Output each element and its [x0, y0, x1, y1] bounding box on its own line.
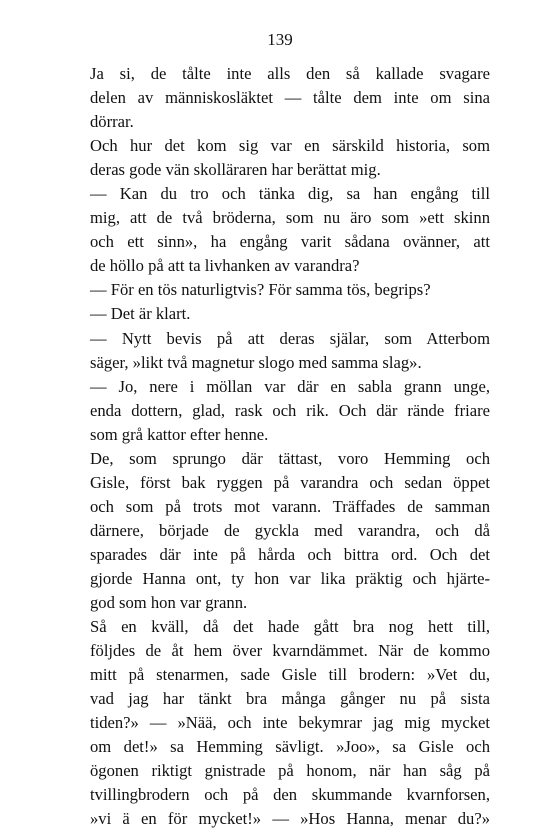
text-line: Så en kväll, då det hade gått bra nog hett till, [90, 617, 490, 637]
text-line: säger, »likt två magnetur slogo med samma slag». [90, 352, 422, 372]
text-line: — För en tös naturligtvis? För samma tös, begrips? [90, 280, 431, 300]
text-line: »vi ä en för mycket!» — »Hos Hanna, menar du?» [90, 809, 490, 829]
text-line: de höllo på att ta livhanken av varandra? [90, 256, 360, 276]
text-line: vad jag har tänkt bra många gånger nu på sista [90, 689, 490, 709]
text-line: Ja si, de tålte inte alls den så kallade svagare [90, 64, 490, 83]
text-line: om det!» sa Hemming sävligt. »Joo», sa Gisle och [90, 737, 490, 757]
text-line: enda dottern, glad, rask och rik. Och där rände friare [90, 400, 490, 420]
text-line: och ett sinn», ha engång varit sådana ovänner, att [90, 232, 490, 252]
page-number: 139 [267, 30, 293, 49]
text-line: deras gode vän skolläraren har berättat mig. [90, 160, 381, 180]
text-line: Och hur det kom sig var en särskild historia, som [90, 136, 490, 156]
text-line: ögonen riktigt gnistrade på honom, när han såg på [90, 761, 490, 781]
text-line: — Nytt bevis på att deras själar, som Atterbom [90, 328, 490, 348]
text-line: — Jo, nere i möllan var där en sabla grann unge, [90, 376, 490, 396]
text-line: De, som sprungo där tättast, voro Hemming och [90, 448, 490, 468]
text-line: mitt på stenarmen, sade Gisle till brodern: »Vet du, [90, 665, 490, 685]
body-text [90, 62, 490, 832]
text-line: — Det är klart. [90, 304, 191, 324]
text-line: och som på trots mot varann. Träffades de samman [90, 496, 490, 516]
text-line: tvillingbrodern och på den skummande kvarnforsen, [90, 785, 490, 805]
text-line: delen av människosläktet — tålte dem inte om sina [90, 88, 490, 108]
text-line: därnere, började de gyckla med varandra, och då [90, 520, 490, 540]
text-line: god som hon var grann. [90, 593, 248, 613]
text-line: gjorde Hanna ont, ty hon var lika präktig och hjärte- [90, 568, 490, 588]
text-line: — Kan du tro och tänka dig, sa han engång till [90, 184, 490, 204]
text-line: följdes de åt hem över kvarndämmet. När de kommo [90, 641, 490, 661]
text-line: som grå kattor efter henne. [90, 424, 269, 444]
text-line: tiden?» — »Nää, och inte bekymrar jag mig mycket [90, 713, 490, 733]
text-line: dörrar. [90, 112, 134, 132]
text-line: Gisle, först bak ryggen på varandra och sedan öppet [90, 472, 490, 492]
text-line: sparades där inte på hårda och bittra ord. Och det [90, 544, 490, 564]
text-line: mig, att de två bröderna, som nu äro som »ett skinn [90, 208, 490, 228]
